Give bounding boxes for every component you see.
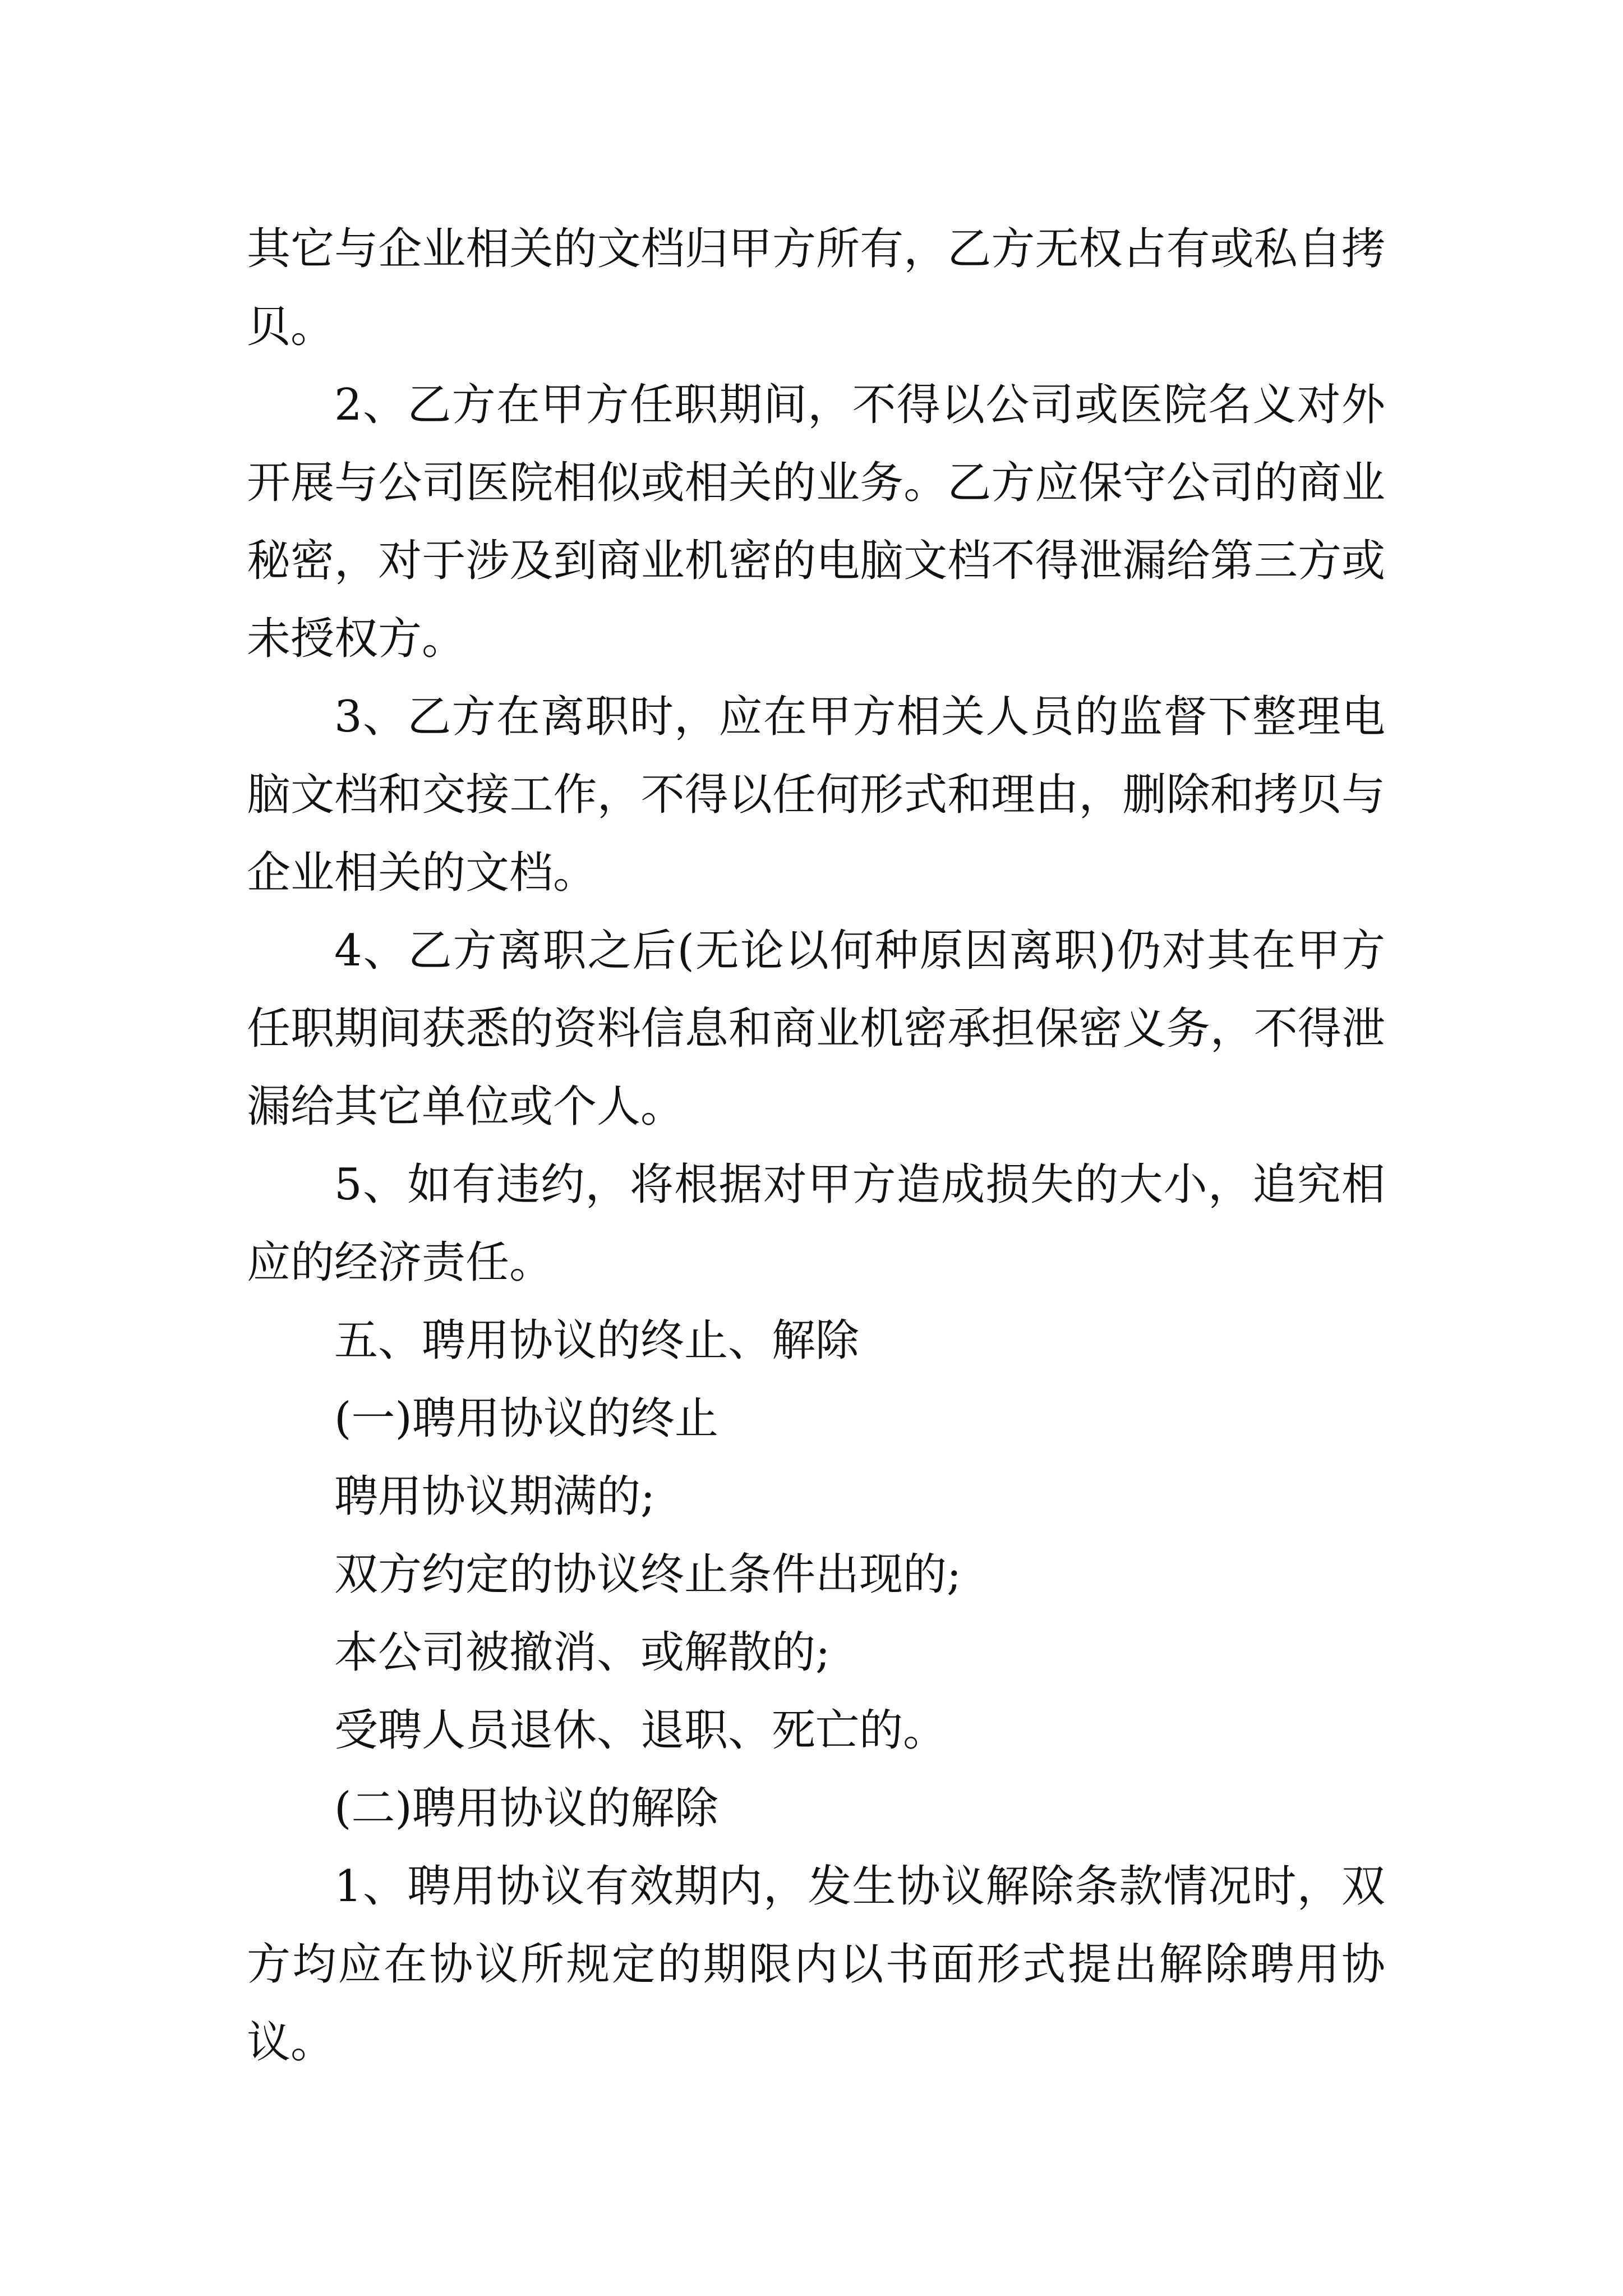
text-line: 本公司被撤消、或解散的; [334, 1627, 831, 1678]
list-item [247, 1614, 1385, 1692]
text-line: 受聘人员退休、退职、死亡的。 [334, 1705, 947, 1756]
text-line: (一)聘用协议的终止 [334, 1393, 718, 1444]
text-line: 应的经济责任。 [247, 1237, 554, 1288]
text-line: (二)聘用协议的解除 [334, 1783, 718, 1834]
text-line: 3、乙方在离职时，应在甲方相关人员的监督下整理电 [334, 692, 1385, 742]
list-item [247, 1536, 1385, 1614]
paragraph-item-2 [247, 366, 1385, 678]
text-line: 4、乙方离职之后(无论以何种原因离职)仍对其在甲方 [334, 926, 1385, 976]
text-line: 2、乙方在甲方任职期间，不得以公司或医院名义对外 [334, 380, 1385, 430]
text-line: 聘用协议期满的; [334, 1471, 656, 1522]
text-line: 开展与公司医院相似或相关的业务。乙方应保守公司的商业 [247, 458, 1385, 508]
text-line: 5、如有违约，将根据对甲方造成损失的大小，追究相 [334, 1159, 1385, 1210]
text-line: 秘密，对于涉及到商业机密的电脑文档不得泄漏给第三方或 [247, 536, 1385, 586]
text-line: 漏给其它单位或个人。 [247, 1082, 685, 1132]
text-line: 脑文档和交接工作，不得以任何形式和理由，删除和拷贝与 [247, 770, 1385, 820]
text-line: 双方约定的协议终止条件出现的; [334, 1549, 962, 1600]
paragraph-item-5 [247, 1146, 1385, 1302]
list-item [247, 1458, 1385, 1536]
text-line: 方均应在协议所规定的期限内以书面形式提出解除聘用协 [247, 1939, 1385, 1990]
text-line: 五、聘用协议的终止、解除 [334, 1315, 860, 1366]
paragraph-item-4 [247, 912, 1385, 1146]
document-body [247, 210, 1385, 2082]
paragraph-release-1 [247, 1848, 1385, 2082]
text-line: 其它与企业相关的文档归甲方所有，乙方无权占有或私自拷 [247, 224, 1385, 274]
text-line: 未授权方。 [247, 614, 466, 664]
paragraph-item-3 [247, 678, 1385, 912]
subsection-heading [247, 1770, 1385, 1848]
paragraph-archive [247, 210, 1385, 366]
text-line: 贝。 [247, 302, 335, 352]
text-line: 企业相关的文档。 [247, 848, 597, 898]
subsection-heading [247, 1380, 1385, 1458]
text-line: 1、聘用协议有效期内，发生协议解除条款情况时，双 [334, 1861, 1385, 1912]
text-line: 议。 [247, 2017, 335, 2068]
list-item [247, 1692, 1385, 1770]
text-line: 任职期间获悉的资料信息和商业机密承担保密义务，不得泄 [247, 1004, 1385, 1054]
section-heading [247, 1302, 1385, 1380]
